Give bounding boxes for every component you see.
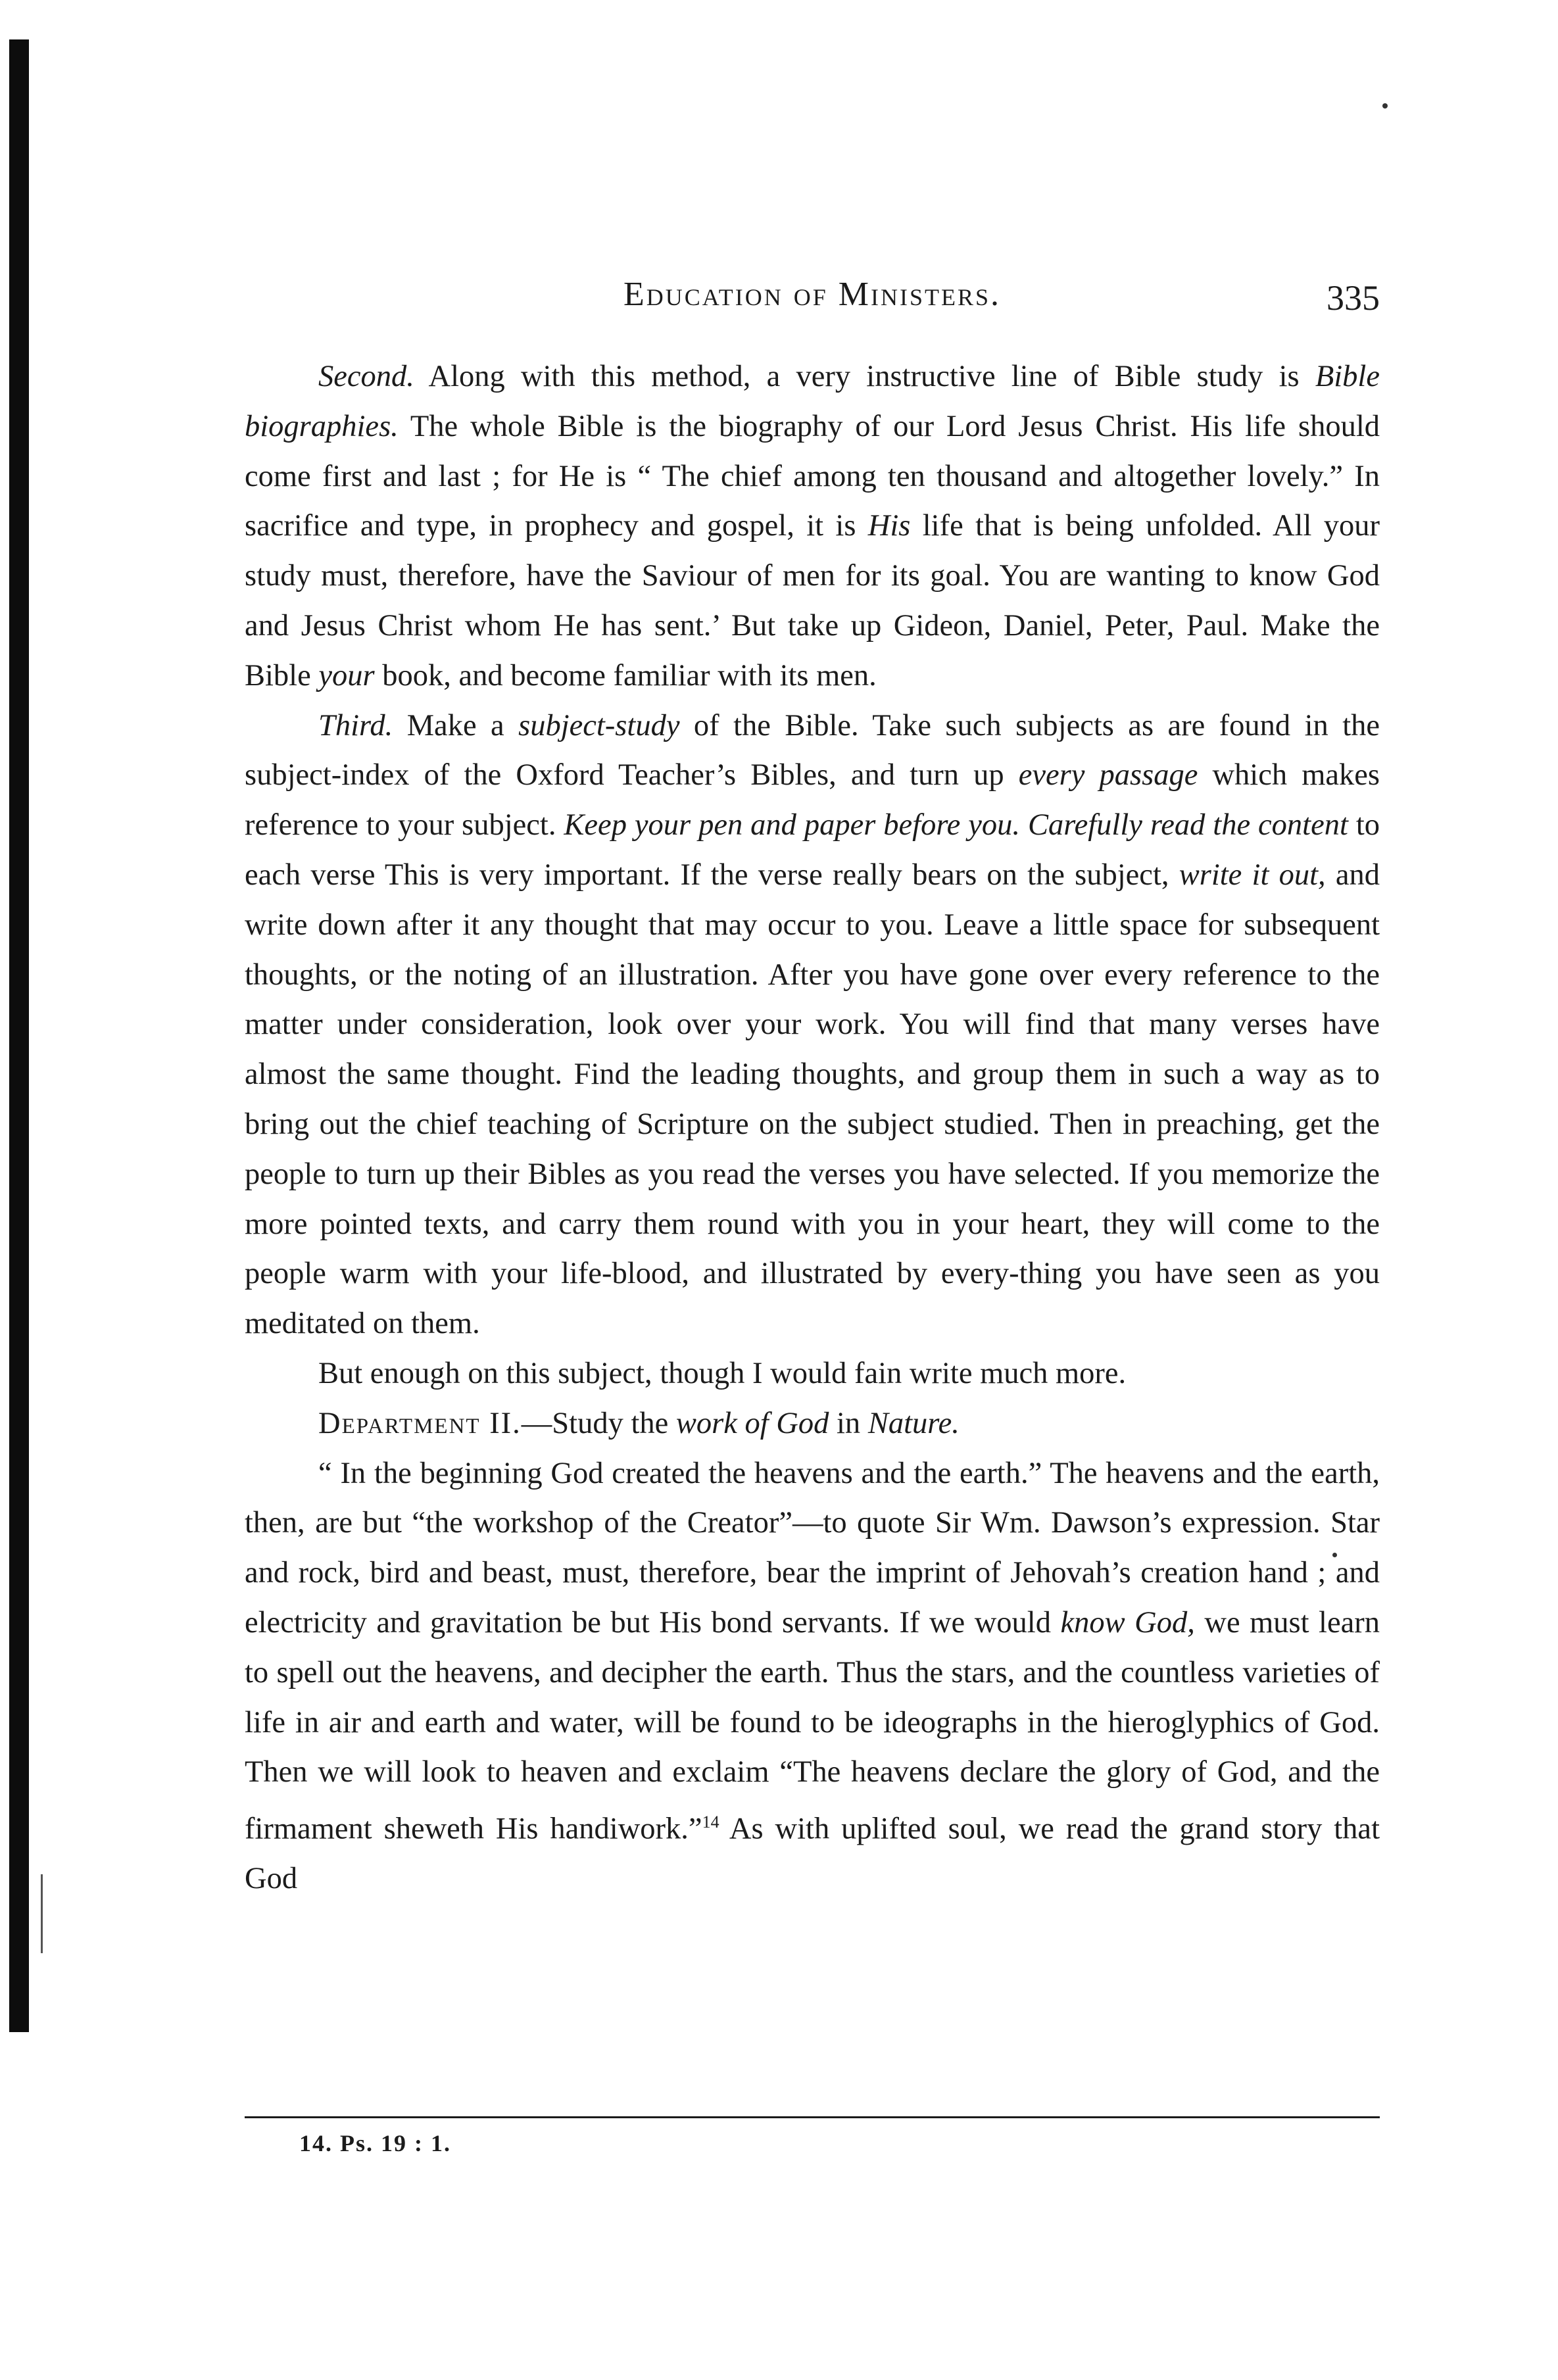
- text-run: we must learn to spell out the heavens, and decipher the earth. Thus the stars, and the countless varieties of life in air and earth and water, will be found to be ideographs in the hieroglyphics of God. Then we will look to heaven and exclaim “The heavens declare the glory of God, and the firmament sheweth His handiwork.”: [245, 1605, 1380, 1846]
- paragraph-third: [245, 701, 1380, 1349]
- running-head: [245, 275, 1380, 328]
- body-text: [245, 352, 1380, 1904]
- emphasis: every passage: [1018, 758, 1198, 792]
- text-run: life that is being unfolded. All your study must, therefore, have the Saviour of men for its goal. You are wanting to know God and Jesus Christ whom He has sent.’ But take up Gideon, Daniel, Peter, Paul. Make the Bible: [245, 509, 1380, 692]
- emphasis: know God,: [1060, 1605, 1195, 1639]
- text-run: As with uplifted soul, we read the grand story that God: [245, 1812, 1380, 1896]
- footnote-divider: [245, 2116, 1380, 2118]
- scan-edge-mark: [41, 1874, 43, 1953]
- paragraph-enough: [245, 1349, 1380, 1399]
- department-label: Department II.: [318, 1406, 522, 1440]
- text-run: “ In the beginning God created the heavens and the earth.” The heavens and the earth, then, are but “the workshop of the Creator”—to quote Sir Wm. Dawson’s expression. Star and rock, bird and beast, must, therefore, bear the imprint of Jehovah’s creation hand ; and electricity and gravitation be but His bond servants. If we would: [245, 1456, 1380, 1639]
- text-run: of the Bible. Take such subjects as are found in the subject-index of the Oxford Teacher’s Bibles, and turn up: [245, 708, 1380, 792]
- text-run: and write down after it any thought that may occur to you. Leave a little space for subsequent thoughts, or the noting of an illustration. After you have gone over every reference to the matter under consideration, look over your work. You will find that many verses have almost the same thought. Find the leading thoughts, and group them in such a way as to bring out the chief teaching of Scripture on the subject studied. Then in preaching, get the people to turn up their Bibles as you read the verses you have selected. If you memorize the more pointed texts, and carry them round with you in your heart, they will come to the people warm with your life-blood, and illustrated by every-thing you have seen as you meditated on them.: [245, 858, 1380, 1341]
- text-run: —Study the: [521, 1406, 676, 1440]
- section-label: Second.: [318, 360, 414, 393]
- emphasis: Bible biographies.: [245, 360, 1380, 443]
- emphasis: Keep your pen and paper before you. Carefully read the content: [564, 808, 1348, 842]
- paragraph-beginning: [245, 1449, 1380, 1905]
- emphasis: work of God: [675, 1406, 829, 1440]
- footnote-marker: 14: [702, 1812, 719, 1832]
- text-run: The whole Bible is the biography of our Lord Jesus Christ. His life should come first and last ; for He is “ The chief among ten thousand and altogether lovely.” In sacrifice and type, in prophecy and gospel, it is: [245, 409, 1380, 543]
- text-run: which makes reference to your subject.: [245, 758, 1380, 842]
- emphasis: write it out,: [1179, 858, 1326, 892]
- emphasis: Nature.: [867, 1406, 960, 1440]
- page-number: 335: [1327, 278, 1380, 318]
- section-label: Third.: [318, 708, 393, 742]
- text-run: But enough on this subject, though I would fain write much more.: [318, 1356, 1127, 1390]
- text-run: Make a: [393, 708, 519, 742]
- paragraph-second: [245, 352, 1380, 701]
- paragraph-department-heading: [245, 1399, 1380, 1449]
- footnote: 14. Ps. 19 : 1.: [299, 2130, 451, 2156]
- text-run: in: [829, 1406, 868, 1440]
- emphasis: your: [318, 658, 375, 692]
- emphasis: subject-study: [518, 708, 680, 742]
- scan-speck: [1382, 103, 1388, 109]
- scan-binding-edge: [9, 39, 29, 2032]
- text-run: book, and become familiar with its men.: [374, 658, 877, 692]
- running-title: Education of Ministers.: [623, 276, 1002, 313]
- emphasis: His: [867, 509, 911, 543]
- text-run: Along with this method, a very instructive line of Bible study is: [414, 360, 1315, 393]
- text-run: to each verse This is very important. If the verse really bears on the subject,: [245, 808, 1380, 892]
